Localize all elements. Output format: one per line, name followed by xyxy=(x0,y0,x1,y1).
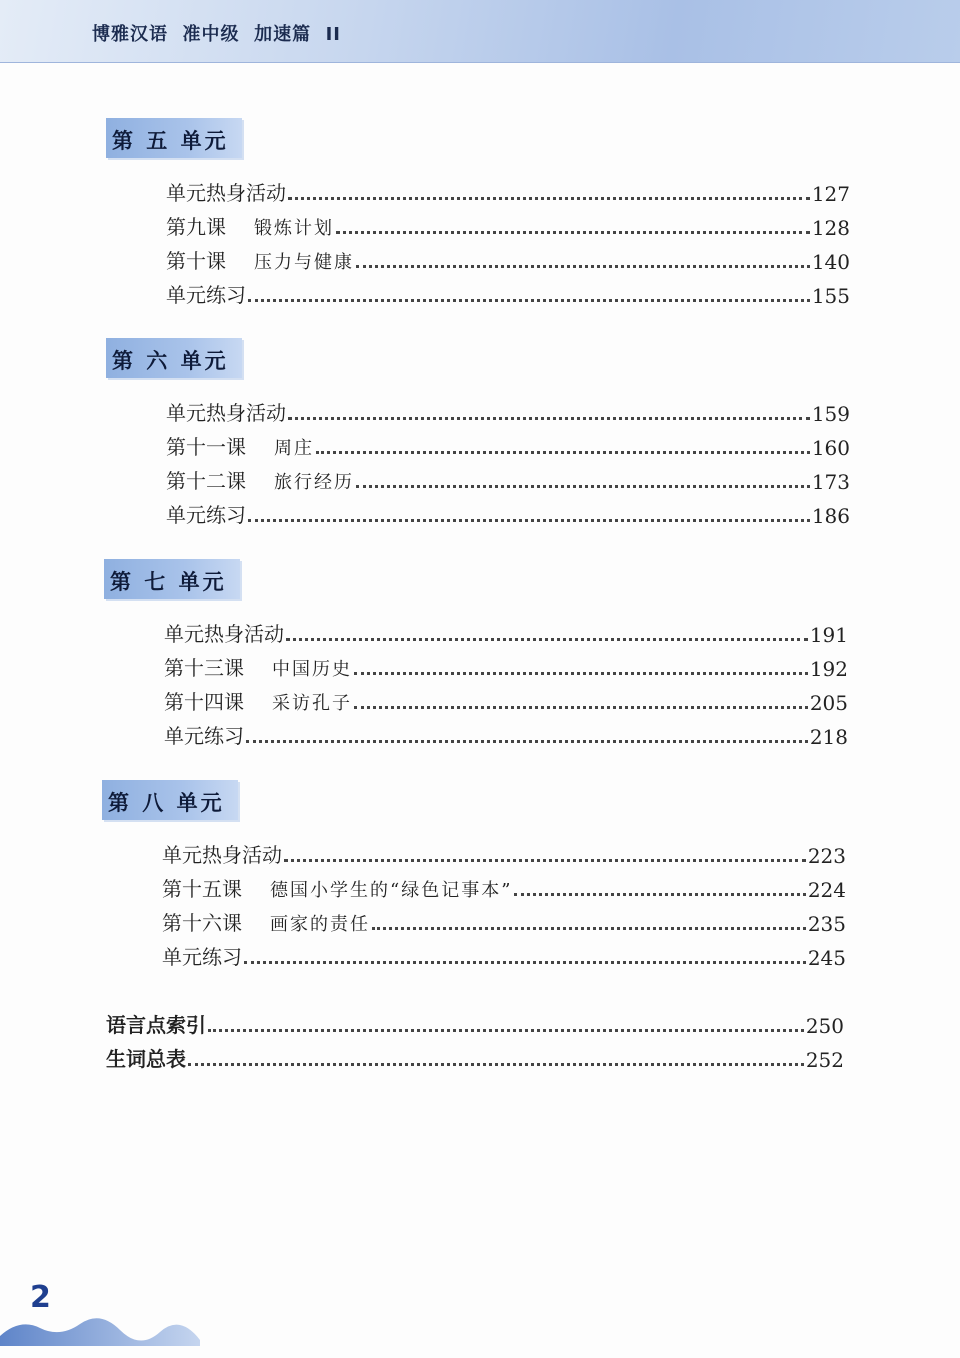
lesson-title: 周庄 xyxy=(274,438,314,459)
entry-page: 127 xyxy=(811,182,850,206)
entry-page: 250 xyxy=(805,1014,844,1038)
entry-page: 160 xyxy=(811,436,850,460)
entry-page: 218 xyxy=(809,725,848,749)
entry-label: 第十六课 xyxy=(162,911,242,935)
entry-label: 语言点索引 xyxy=(106,1013,206,1037)
leader-dots xyxy=(284,858,806,862)
entry-page: 252 xyxy=(805,1048,844,1072)
unit-label: 第 六 单元 xyxy=(112,349,229,373)
leader-dots xyxy=(336,230,810,234)
leader-dots xyxy=(316,450,810,454)
lesson-title: 德国小学生的“绿色记事本” xyxy=(270,880,513,901)
lesson-title: 画家的责任 xyxy=(270,914,370,935)
unit-label: 第 八 单元 xyxy=(108,791,225,815)
entry-label: 生词总表 xyxy=(106,1047,186,1071)
leader-dots xyxy=(356,484,810,488)
lesson-title: 锻炼计划 xyxy=(254,218,334,239)
entry-label: 单元练习 xyxy=(162,945,242,969)
toc-entry[interactable] xyxy=(166,278,850,308)
entry-page: 173 xyxy=(811,470,850,494)
wave-decoration xyxy=(0,1306,200,1346)
unit-badge-7 xyxy=(104,559,240,599)
lesson-title: 中国历史 xyxy=(272,659,352,680)
toc-appendix-entry[interactable] xyxy=(106,1042,844,1072)
toc-entry[interactable] xyxy=(162,940,846,970)
entry-label: 单元热身活动 xyxy=(166,401,286,425)
unit-badge-8 xyxy=(102,780,238,820)
leader-dots xyxy=(372,926,806,930)
unit-label: 第 五 单元 xyxy=(112,129,229,153)
toc-entry[interactable] xyxy=(164,651,848,681)
entry-label: 第十四课 xyxy=(164,690,244,714)
toc-appendix-entry[interactable] xyxy=(106,1008,844,1038)
entry-label: 第十三课 xyxy=(164,656,244,680)
entry-label: 单元练习 xyxy=(164,724,244,748)
toc-entry[interactable] xyxy=(164,617,848,647)
toc-entry[interactable] xyxy=(166,498,850,528)
leader-dots xyxy=(354,705,808,709)
entry-label: 单元热身活动 xyxy=(166,181,286,205)
lesson-title: 采访孔子 xyxy=(272,693,352,714)
unit-badge-5 xyxy=(106,118,242,158)
entry-label: 单元热身活动 xyxy=(164,622,284,646)
entry-page: 159 xyxy=(811,402,850,426)
entry-label: 第十五课 xyxy=(162,877,242,901)
entry-page: 186 xyxy=(811,504,850,528)
page-number: 2 xyxy=(30,1280,51,1315)
entry-page: 205 xyxy=(809,691,848,715)
leader-dots xyxy=(288,196,810,200)
entry-label: 第十课 xyxy=(166,249,226,273)
book-title: 博雅汉语 准中级 加速篇 II xyxy=(92,24,341,45)
leader-dots xyxy=(288,416,810,420)
leader-dots xyxy=(248,518,810,522)
leader-dots xyxy=(208,1028,804,1032)
entry-page: 191 xyxy=(809,623,848,647)
entry-label: 第九课 xyxy=(166,215,226,239)
entry-page: 223 xyxy=(807,844,846,868)
unit-label: 第 七 单元 xyxy=(110,570,227,594)
leader-dots xyxy=(248,298,810,302)
page-header xyxy=(0,0,960,63)
toc-entry[interactable] xyxy=(164,719,848,749)
entry-page: 128 xyxy=(811,216,850,240)
entry-label: 单元热身活动 xyxy=(162,843,282,867)
entry-page: 192 xyxy=(809,657,848,681)
leader-dots xyxy=(246,739,808,743)
entry-label: 第十二课 xyxy=(166,469,246,493)
toc-entry[interactable] xyxy=(166,244,850,274)
leader-dots xyxy=(356,264,810,268)
toc-entry[interactable] xyxy=(162,838,846,868)
toc-entry[interactable] xyxy=(166,210,850,240)
lesson-title: 旅行经历 xyxy=(274,472,354,493)
entry-label: 第十一课 xyxy=(166,435,246,459)
toc-entry[interactable] xyxy=(166,464,850,494)
toc-entry[interactable] xyxy=(162,872,846,902)
entry-page: 235 xyxy=(807,912,846,936)
entry-page: 245 xyxy=(807,946,846,970)
leader-dots xyxy=(354,671,808,675)
entry-page: 224 xyxy=(807,878,846,902)
leader-dots xyxy=(188,1062,804,1066)
entry-page: 155 xyxy=(811,284,850,308)
toc-entry[interactable] xyxy=(162,906,846,936)
toc-entry[interactable] xyxy=(166,176,850,206)
lesson-title: 压力与健康 xyxy=(254,252,354,273)
entry-page: 140 xyxy=(811,250,850,274)
toc-entry[interactable] xyxy=(164,685,848,715)
toc-entry[interactable] xyxy=(166,396,850,426)
toc-entry[interactable] xyxy=(166,430,850,460)
entry-label: 单元练习 xyxy=(166,283,246,307)
leader-dots xyxy=(286,637,808,641)
entry-label: 单元练习 xyxy=(166,503,246,527)
leader-dots xyxy=(244,960,806,964)
leader-dots xyxy=(514,892,805,896)
unit-badge-6 xyxy=(106,338,242,378)
